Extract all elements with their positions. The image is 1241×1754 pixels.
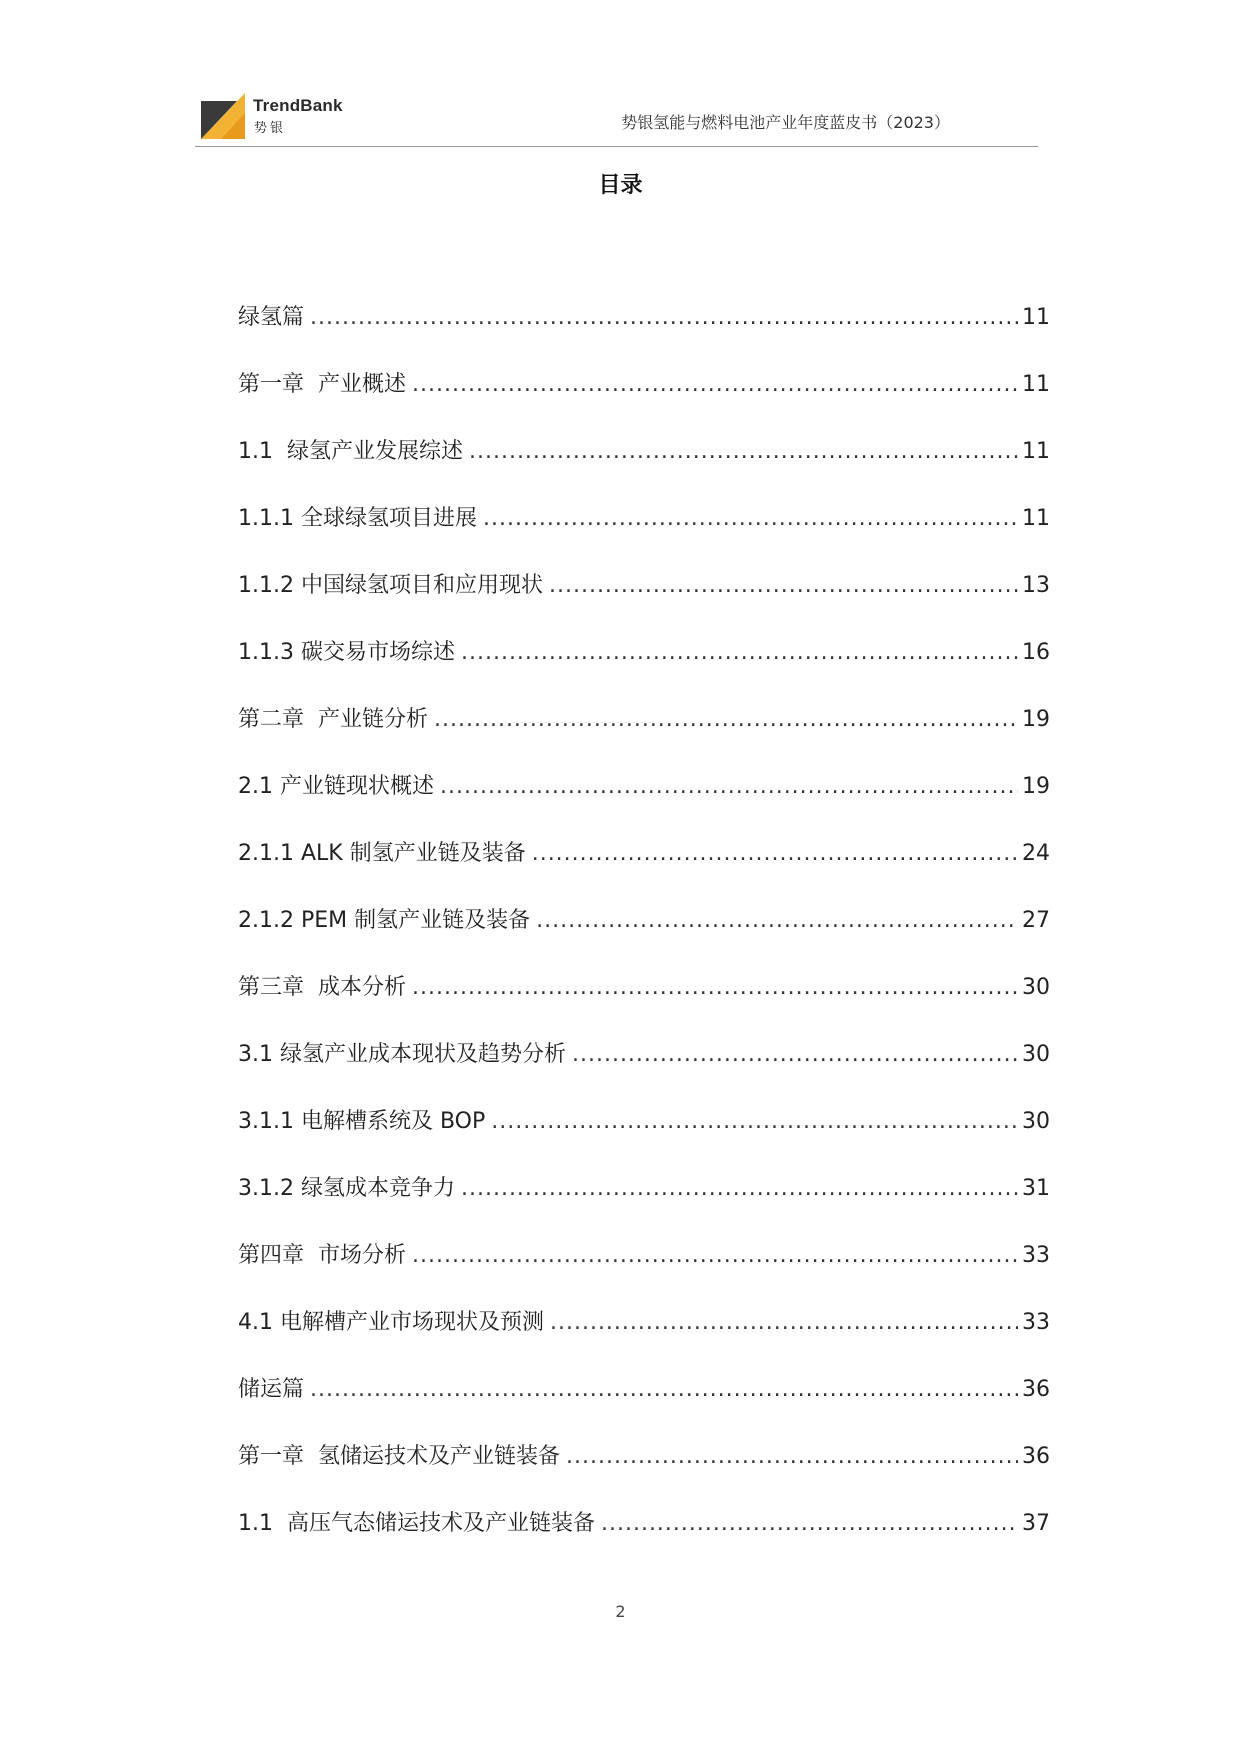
- header-title: 势银氢能与燃料电池产业年度蓝皮书（2023）: [621, 113, 950, 132]
- toc-entry[interactable]: [238, 501, 1050, 568]
- toc-entry[interactable]: [238, 903, 1050, 970]
- toc-leader-dots: [412, 975, 1018, 1000]
- toc-entry[interactable]: [238, 769, 1050, 836]
- toc-entry-label: 4.1 电解槽产业市场现状及预测: [238, 1310, 544, 1335]
- toc-entry-page: 30: [1022, 975, 1050, 1000]
- toc-leader-dots: [532, 841, 1018, 866]
- toc-entry-label: 第四章 市场分析: [238, 1243, 406, 1268]
- logo-text-cn: 势银: [254, 121, 287, 136]
- toc-entry-page: 27: [1022, 908, 1050, 933]
- toc-entry-page: 13: [1022, 573, 1050, 598]
- toc-entry-label: 第二章 产业链分析: [238, 707, 428, 732]
- toc-leader-dots: [412, 1243, 1018, 1268]
- toc-entry-page: 19: [1022, 774, 1050, 799]
- toc-entry-label: 1.1 高压气态储运技术及产业链装备: [238, 1511, 595, 1536]
- toc-entry[interactable]: [238, 1104, 1050, 1171]
- toc-leader-dots: [550, 1310, 1018, 1335]
- toc-entry-page: 31: [1022, 1176, 1050, 1201]
- toc-entry-page: 36: [1022, 1377, 1050, 1402]
- toc-entry[interactable]: [238, 970, 1050, 1037]
- toc-entry-label: 2.1.2 PEM 制氢产业链及装备: [238, 908, 531, 933]
- toc-entry[interactable]: [238, 702, 1050, 769]
- toc-leader-dots: [549, 573, 1018, 598]
- toc-leader-dots: [310, 1377, 1018, 1402]
- trendbank-logo: [201, 93, 361, 139]
- toc-entry[interactable]: [238, 836, 1050, 903]
- toc-entry-label: 储运篇: [238, 1377, 305, 1402]
- toc-leader-dots: [434, 707, 1018, 732]
- toc-entry-page: 33: [1022, 1310, 1050, 1335]
- toc-leader-dots: [566, 1444, 1018, 1469]
- toc-entry[interactable]: [238, 568, 1050, 635]
- toc-entry[interactable]: [238, 367, 1050, 434]
- toc-title: 目录: [598, 173, 643, 198]
- toc-entry-label: 第三章 成本分析: [238, 975, 406, 1000]
- toc-entry[interactable]: [238, 1037, 1050, 1104]
- toc-entry-label: 2.1 产业链现状概述: [238, 774, 434, 799]
- toc-entry-page: 11: [1022, 506, 1050, 531]
- page-number: 2: [615, 1602, 626, 1621]
- toc-entry-page: 30: [1022, 1109, 1050, 1134]
- toc-entry[interactable]: [238, 434, 1050, 501]
- toc-entry-page: 36: [1022, 1444, 1050, 1469]
- toc-entry-label: 3.1.2 绿氢成本竞争力: [238, 1176, 455, 1201]
- toc-entry-label: 3.1 绿氢产业成本现状及趋势分析: [238, 1042, 566, 1067]
- toc-entry[interactable]: [238, 1171, 1050, 1238]
- toc-entry[interactable]: [238, 1372, 1050, 1439]
- toc-entry-label: 第一章 产业概述: [238, 372, 406, 397]
- toc-entry-label: 1.1.1 全球绿氢项目进展: [238, 506, 477, 531]
- toc-leader-dots: [440, 774, 1018, 799]
- toc-leader-dots: [310, 305, 1018, 330]
- toc-entry-label: 1.1.2 中国绿氢项目和应用现状: [238, 573, 543, 598]
- toc-leader-dots: [469, 439, 1018, 464]
- trendbank-logo-icon: [201, 93, 245, 139]
- toc-entry-label: 第一章 氢储运技术及产业链装备: [238, 1444, 560, 1469]
- toc-entry-label: 1.1 绿氢产业发展综述: [238, 439, 463, 464]
- toc-entry-page: 16: [1022, 640, 1050, 665]
- toc-entry-label: 2.1.1 ALK 制氢产业链及装备: [238, 841, 526, 866]
- table-of-contents: [238, 300, 1050, 1573]
- toc-leader-dots: [461, 640, 1018, 665]
- toc-entry-label: 1.1.3 碳交易市场综述: [238, 640, 455, 665]
- toc-entry-page: 30: [1022, 1042, 1050, 1067]
- toc-entry-page: 11: [1022, 305, 1050, 330]
- toc-leader-dots: [491, 1109, 1018, 1134]
- toc-entry[interactable]: [238, 1506, 1050, 1573]
- toc-entry[interactable]: [238, 1439, 1050, 1506]
- toc-entry-page: 11: [1022, 372, 1050, 397]
- toc-entry-page: 24: [1022, 841, 1050, 866]
- toc-leader-dots: [536, 908, 1018, 933]
- toc-entry[interactable]: [238, 1238, 1050, 1305]
- toc-entry-label: 绿氢篇: [238, 305, 305, 330]
- toc-entry-label: 3.1.1 电解槽系统及 BOP: [238, 1109, 486, 1134]
- toc-leader-dots: [601, 1511, 1018, 1536]
- toc-leader-dots: [483, 506, 1018, 531]
- toc-entry-page: 11: [1022, 439, 1050, 464]
- toc-entry[interactable]: [238, 300, 1050, 367]
- toc-leader-dots: [412, 372, 1018, 397]
- toc-entry-page: 19: [1022, 707, 1050, 732]
- toc-leader-dots: [461, 1176, 1018, 1201]
- toc-leader-dots: [572, 1042, 1018, 1067]
- logo-text-en: TrendBank: [253, 96, 343, 115]
- page-header: [195, 88, 1038, 147]
- toc-entry-page: 37: [1022, 1511, 1050, 1536]
- toc-entry[interactable]: [238, 1305, 1050, 1372]
- toc-entry[interactable]: [238, 635, 1050, 702]
- toc-entry-page: 33: [1022, 1243, 1050, 1268]
